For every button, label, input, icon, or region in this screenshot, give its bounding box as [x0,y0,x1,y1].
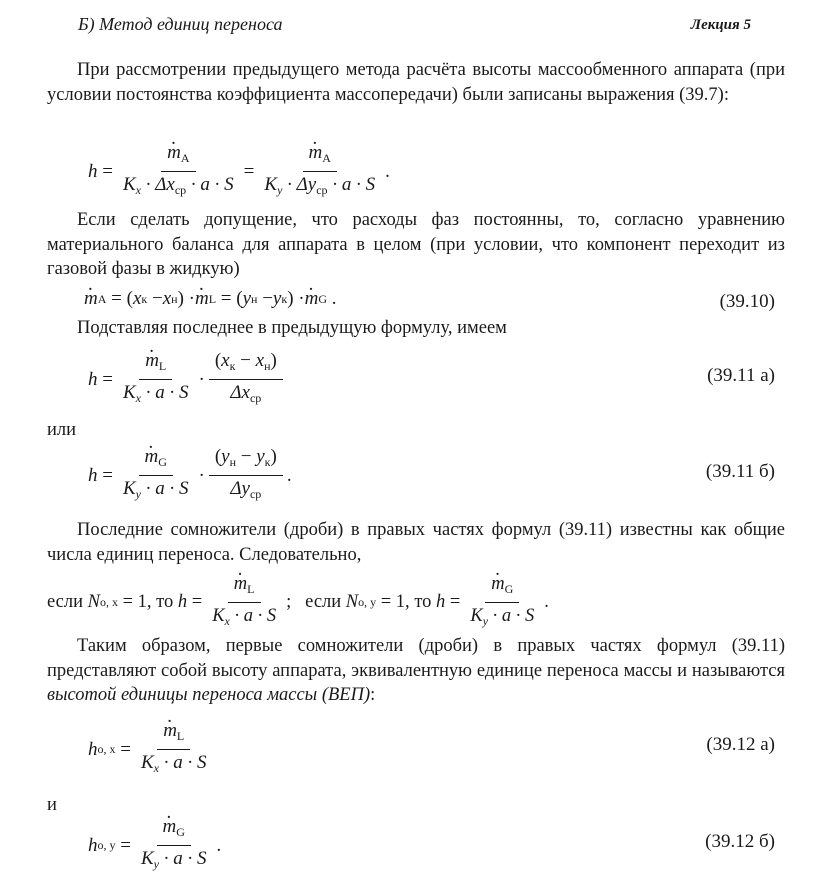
lecture-label: Лекция 5 [690,17,751,33]
paragraph-1 [47,58,785,107]
cond-then-2: то [414,592,432,612]
eq-number-39-12a: (39.12 а) [706,734,775,755]
and-word: и [47,795,57,815]
equation-39-11b: h = . $\frac{m_G}{K_y \cdot a \cdot S}$ · $\frac{(y_н - y_к)}{\Delta y_{ср}}$ . [88,446,292,505]
paragraph-5 [47,634,785,708]
equation-39-10: . m A = ( x к − x н ) · . m L = ( y н − y к ) · . m G . [84,288,337,310]
paragraph-3-text: Подставляя последнее в предыдущую формулу, имеем [77,318,507,338]
eq-number-39-11b: (39.11 б) [705,461,775,482]
eq-number-39-12b: (39.12 б) [705,831,775,852]
paragraph-2 [47,208,785,282]
cond-if-1: если [47,592,84,612]
equation-39-12b: h о, y = . $\frac{m_G}{K_y \cdot a \cdot S}$ . [88,816,221,875]
equation-39-7: h = . $\frac{m_A}{K_x \cdot \Delta x_{ср} \cdot a \cdot S}$ = . $\frac{m_A}{K_y \cdot \Delta y_{ср} \cdot a \cdot S}$ . [88,142,390,201]
cond-then-1: то [156,592,174,612]
equation-39-11a: h = . $\frac{m_L}{K_x \cdot a \cdot S}$ · $\frac{(x_к - x_н)}{\Delta x_{ср}}$ [88,350,287,409]
eq-number-39-10: (39.10) [719,291,775,312]
paragraph-5-text [47,634,785,708]
eq-number-39-11a: (39.11 а) [707,365,775,386]
paragraph-3 [47,316,785,341]
equation-39-12a: h о, x = . $\frac{m_L}{K_x \cdot a \cdot S}$ [88,720,216,779]
paragraph-4 [47,518,785,567]
paragraph-5-start: Таким образом, первые сомножители (дроби) в правых частях формул (39.11) представляют собой высоту аппарата, эквивалентную единице переноса массы и называются [47,636,785,681]
vep-term: высотой единицы переноса массы (ВЕП) [47,685,371,705]
paragraph-4-text: Последние сомножители (дроби) в правых частях формул (39.11) известны как общие числа единиц переноса. Следовательно, [47,520,785,565]
conditions-line: если N о, x = 1, то h = . $\frac{m_L}{K_x \cdot a \cdot S}$ ; если N о, y = 1, то h = . $\frac{m_G}{K_y \cdot a \cdot S}$ . [47,573,549,632]
paragraph-1-text: При рассмотрении предыдущего метода расчёта высоты массообменного аппарата (при условии постоянства коэффициента массопередачи) были записаны выражения (39.7): [47,60,785,105]
paragraph-5-end: : [370,685,376,705]
paragraph-2-text: Если сделать допущение, что расходы фаз постоянны, то, согласно уравнению материального баланса для аппарата в целом (при условии, что компонент переходит из газовой фазы в жидкую) [47,210,785,279]
section-title: Б) Метод единиц переноса [78,14,283,34]
cond-if-2: если [305,592,342,612]
or-word: или [47,420,77,440]
